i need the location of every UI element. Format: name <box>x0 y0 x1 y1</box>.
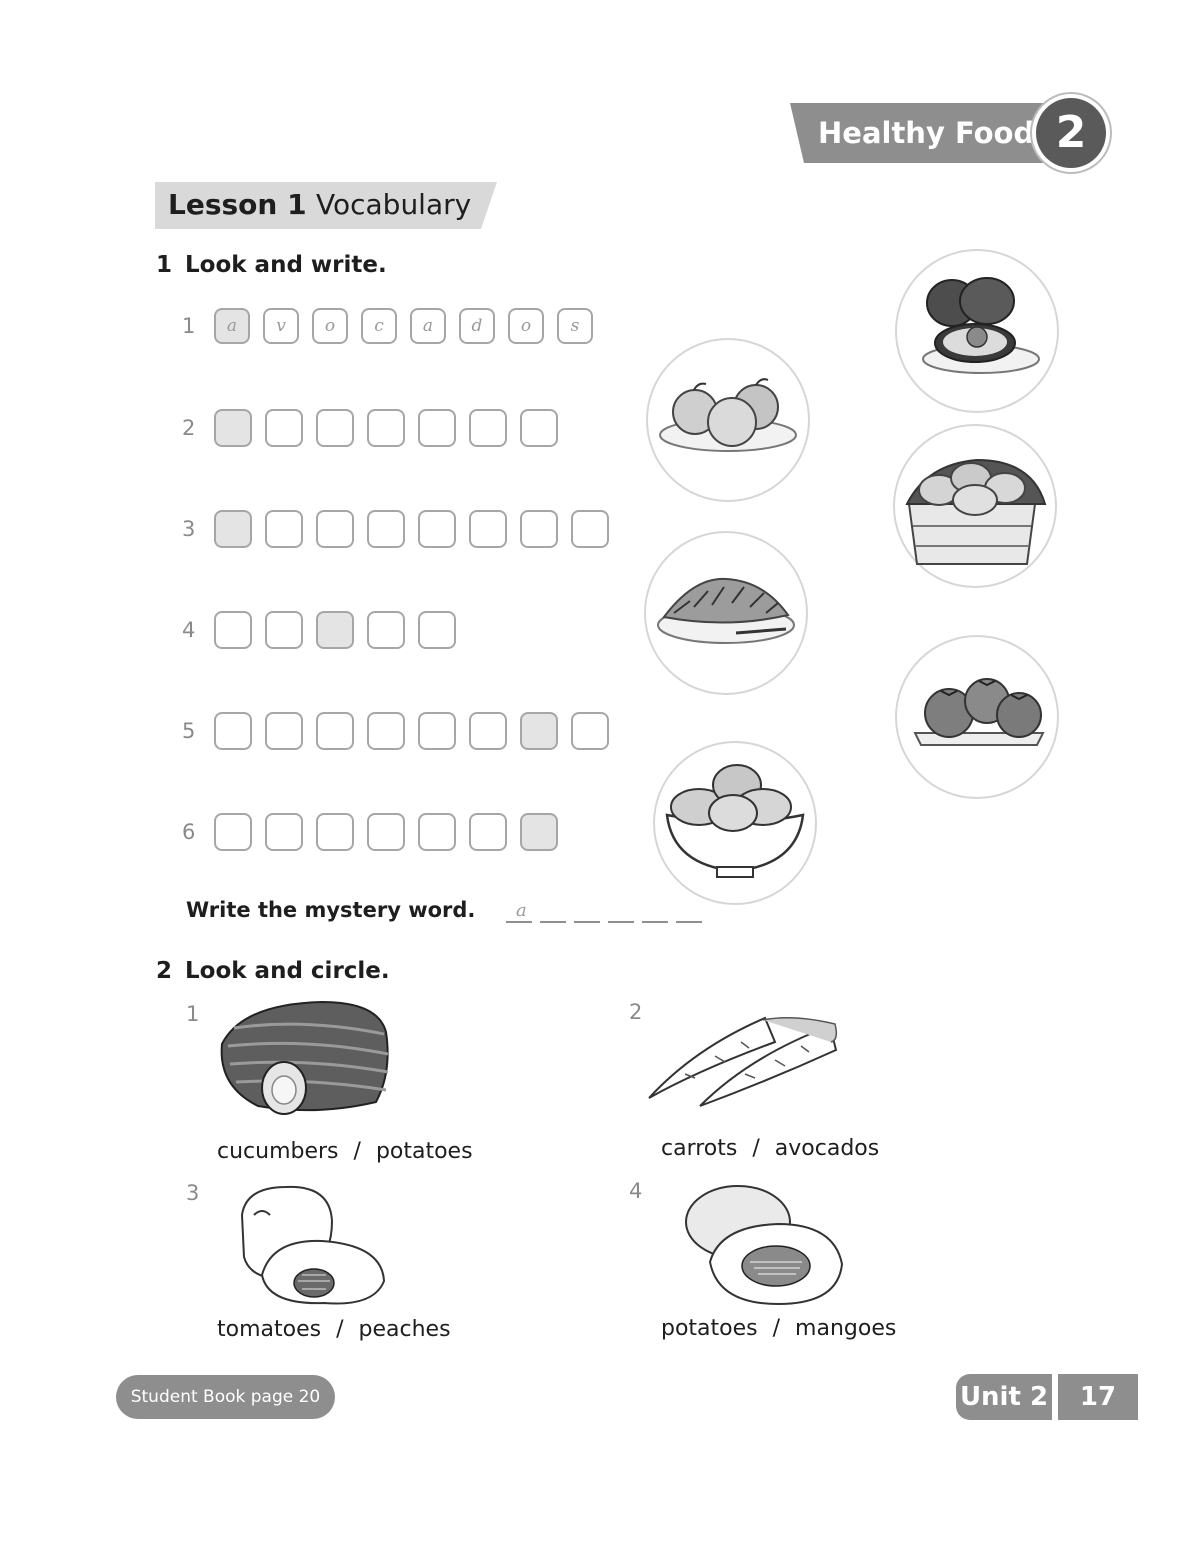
letter-box[interactable] <box>520 409 558 447</box>
letter-box[interactable]: d <box>459 308 495 344</box>
separator: / <box>752 1136 760 1161</box>
letter-box[interactable]: o <box>312 308 348 344</box>
letter-box[interactable] <box>265 712 303 750</box>
mystery-letter-box[interactable]: a <box>214 308 250 344</box>
mystery-letter-box[interactable] <box>520 712 558 750</box>
word-row <box>182 308 606 344</box>
item-number: 3 <box>186 1181 200 1205</box>
option-b[interactable]: avocados <box>774 1136 880 1161</box>
footer-unit-label: Unit 2 <box>956 1374 1052 1420</box>
unit-number-badge: 2 <box>1036 98 1106 168</box>
word-row <box>182 813 571 851</box>
separator: / <box>353 1139 361 1164</box>
page-number: 17 <box>1058 1374 1138 1420</box>
avocado-picture <box>895 249 1059 413</box>
peach-plate-icon <box>648 340 808 500</box>
letter-box[interactable]: c <box>361 308 397 344</box>
letter-box[interactable]: v <box>263 308 299 344</box>
mystery-letter-box[interactable] <box>214 510 252 548</box>
grated-carrot-plate-icon <box>646 533 806 693</box>
row-number: 6 <box>182 820 196 844</box>
letter-box[interactable] <box>469 409 507 447</box>
word-row <box>182 409 571 447</box>
letter-box[interactable] <box>367 611 405 649</box>
lesson-label: Lesson 1 <box>168 188 307 221</box>
letter-box[interactable] <box>265 409 303 447</box>
mystery-blank[interactable] <box>642 921 668 923</box>
letter-box[interactable] <box>265 813 303 851</box>
letter-box[interactable] <box>367 712 405 750</box>
option-a[interactable]: potatoes <box>661 1316 758 1341</box>
student-book-reference[interactable]: Student Book page 20 <box>116 1375 335 1419</box>
letter-box[interactable] <box>469 813 507 851</box>
choice-line <box>661 1134 879 1164</box>
potatoes-picture <box>893 424 1057 588</box>
mango-bowl-icon <box>655 743 815 903</box>
separator: / <box>336 1317 344 1342</box>
letter-box[interactable] <box>214 611 252 649</box>
item-number: 1 <box>186 1002 200 1026</box>
letter-box[interactable] <box>418 409 456 447</box>
row-number: 3 <box>182 517 196 541</box>
letter-box[interactable] <box>367 510 405 548</box>
row-number: 2 <box>182 416 196 440</box>
avocado-icon <box>897 251 1057 411</box>
letter-box[interactable] <box>571 510 609 548</box>
item-number: 2 <box>629 1000 643 1024</box>
peaches-picture <box>646 338 810 502</box>
row-number: 4 <box>182 618 196 642</box>
option-a[interactable]: tomatoes <box>217 1317 322 1342</box>
carrots-picture <box>644 531 808 695</box>
option-b[interactable]: mangoes <box>795 1316 897 1341</box>
peach-icon <box>232 1185 397 1305</box>
letter-box[interactable] <box>265 611 303 649</box>
choice-line <box>217 1315 451 1345</box>
item-number: 4 <box>629 1179 643 1203</box>
choice-line <box>217 1137 473 1167</box>
option-b[interactable]: potatoes <box>375 1139 473 1164</box>
mystery-blank[interactable] <box>574 921 600 923</box>
letter-box[interactable] <box>418 712 456 750</box>
letter-box[interactable] <box>418 813 456 851</box>
exercise2-instruction: Look and circle. <box>185 958 390 984</box>
choice-line <box>661 1314 896 1344</box>
tomato-tray-icon <box>897 637 1057 797</box>
letter-box[interactable] <box>367 409 405 447</box>
word-row <box>182 712 622 750</box>
row-number: 1 <box>182 314 196 338</box>
exercise2-number: 2 <box>156 958 173 984</box>
letter-box[interactable] <box>469 510 507 548</box>
option-a[interactable]: carrots <box>661 1136 738 1161</box>
mystery-letter-box[interactable] <box>520 813 558 851</box>
letter-box[interactable] <box>265 510 303 548</box>
letter-box[interactable] <box>316 409 354 447</box>
option-b[interactable]: peaches <box>358 1317 451 1342</box>
word-row <box>182 611 469 649</box>
lesson-topic: Vocabulary <box>316 188 472 221</box>
separator: / <box>772 1316 781 1341</box>
option-a[interactable]: cucumbers <box>217 1139 339 1164</box>
letter-box[interactable] <box>214 813 252 851</box>
mystery-word-prompt: Write the mystery word. <box>186 898 476 922</box>
letter-box[interactable] <box>571 712 609 750</box>
potato-crate-icon <box>895 426 1055 586</box>
mangoes-picture <box>653 741 817 905</box>
mystery-blank[interactable] <box>540 921 566 923</box>
mystery-word-first-letter: a <box>516 900 527 921</box>
word-row <box>182 510 622 548</box>
cucumber-icon <box>214 998 394 1118</box>
unit-title: Healthy Food <box>818 116 1035 150</box>
letter-box[interactable] <box>469 712 507 750</box>
tomatoes-picture <box>895 635 1059 799</box>
exercise1-instruction: Look and write. <box>185 252 387 278</box>
exercise1-number: 1 <box>156 252 173 278</box>
letter-box[interactable] <box>418 611 456 649</box>
mystery-letter-box[interactable] <box>316 611 354 649</box>
footer-divider <box>1053 1378 1055 1416</box>
letter-box[interactable] <box>316 712 354 750</box>
mystery-blank[interactable] <box>608 921 634 923</box>
letter-box[interactable] <box>316 510 354 548</box>
letter-box[interactable] <box>214 712 252 750</box>
mystery-blank[interactable] <box>506 921 532 923</box>
mango-icon <box>680 1182 850 1307</box>
row-number: 5 <box>182 719 196 743</box>
letter-box[interactable]: o <box>508 308 544 344</box>
letter-box[interactable] <box>316 813 354 851</box>
carrot-icon <box>645 1012 840 1112</box>
letter-box[interactable] <box>367 813 405 851</box>
mystery-blank[interactable] <box>676 921 702 923</box>
letter-box[interactable]: a <box>410 308 446 344</box>
letter-box[interactable] <box>418 510 456 548</box>
letter-box[interactable] <box>520 510 558 548</box>
mystery-letter-box[interactable] <box>214 409 252 447</box>
letter-box[interactable]: s <box>557 308 593 344</box>
